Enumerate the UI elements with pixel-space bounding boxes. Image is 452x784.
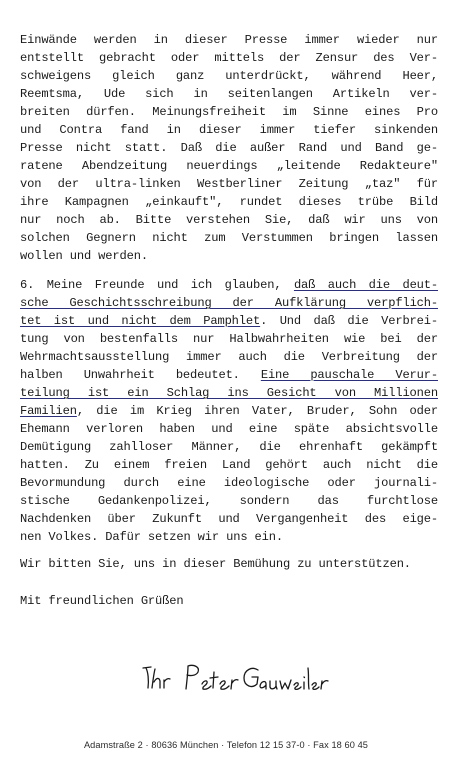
- footer-address: Adamstraße 2 · 80636 München · Telefon 12 15 37-0 · Fax 18 60 45: [83, 740, 369, 750]
- text-line: ihre Kampagnen „einkauft", rundet dieses trübe Bild: [20, 195, 438, 209]
- text-line: entstellt gebracht oder mittels der Zensur des Ver-: [20, 51, 438, 65]
- text-line: Wir bitten Sie, uns in dieser Bemühung zu unterstützen.: [20, 557, 411, 571]
- text-line: Wehrmachtsausstellung immer auch die Verbreitung der: [20, 350, 438, 364]
- text-line: Demütigung zahlloser Männer, die ehrenhaft gekämpft: [20, 440, 438, 454]
- closing-text: Mit freundlichen Grüßen: [20, 594, 184, 608]
- text-line: [20, 402, 438, 420]
- text-line: stische Gedankenpolizei, sondern das furchtlose: [20, 494, 438, 508]
- text-line: [20, 294, 438, 312]
- paragraph-2: [20, 276, 438, 546]
- text-line: Nachdenken über Zukunft und Vergangenheit des eige-: [20, 512, 438, 526]
- text-line: Ehemann verloren haben und eine späte absichtsvolle: [20, 422, 438, 436]
- text-line: solchen Gegnern nicht zum Verstummen bringen lassen: [20, 231, 438, 245]
- text-line: schweigens gleich ganz unterdrückt, während Heer,: [20, 69, 438, 83]
- text-line: Reemtsma, Ude sich in seitenlangen Artikeln ver-: [20, 87, 438, 101]
- underlined-text: daß auch die deut-: [293, 278, 439, 292]
- paragraph-1: [20, 31, 438, 265]
- paragraph-3: [20, 555, 438, 573]
- underlined-text: sche Geschichtsschreibung der Aufklärung verpflich-: [20, 296, 438, 310]
- underlined-text: teilung ist ein Schlag ins Gesicht von Millionen: [20, 386, 438, 400]
- text-segment: halben Unwahrheit bedeutet.: [20, 368, 261, 382]
- text-segment: , die im Krieg ihren Vater, Bruder, Sohn oder: [76, 404, 438, 418]
- text-line: von der ultra-linken Westberliner Zeitung „taz" für: [20, 177, 438, 191]
- text-line: und Contra fand in dieser immer tiefer sinkenden: [20, 123, 438, 137]
- text-line: hatten. Zu einem freien Land gehört auch nicht die: [20, 458, 438, 472]
- text-line: [20, 366, 438, 384]
- text-line: [20, 312, 438, 330]
- text-line: Presse nicht statt. Daß die außer Rand und Band ge-: [20, 141, 438, 155]
- closing: [20, 592, 438, 610]
- text-line: tung von bestenfalls nur Halbwahrheiten wie bei der: [20, 332, 438, 346]
- text-line: breiten dürfen. Meinungsfreiheit im Sinne eines Pro: [20, 105, 438, 119]
- text-line: wollen und werden.: [20, 249, 148, 263]
- text-line: [20, 384, 438, 402]
- signature: [140, 658, 330, 698]
- text-line: Bevormundung durch eine ideologische oder journali-: [20, 476, 438, 490]
- underlined-text: Familien: [20, 404, 77, 418]
- text-segment: 6. Meine Freunde und ich glauben,: [20, 278, 294, 292]
- text-line: nen Volkes. Dafür setzen wir uns ein.: [20, 530, 283, 544]
- text-line: ratene Abendzeitung neuerdings „leitende Redakteure": [20, 159, 438, 173]
- text-line: [20, 276, 438, 294]
- text-segment: . Und daß die Verbrei-: [260, 314, 438, 328]
- underlined-text: Eine pauschale Verur-: [260, 368, 438, 382]
- underlined-text: tet ist und nicht dem Pamphlet: [20, 314, 261, 328]
- text-line: nur noch ab. Bitte verstehen Sie, daß wir uns von: [20, 213, 438, 227]
- text-line: Einwände werden in dieser Presse immer wieder nur: [20, 33, 438, 47]
